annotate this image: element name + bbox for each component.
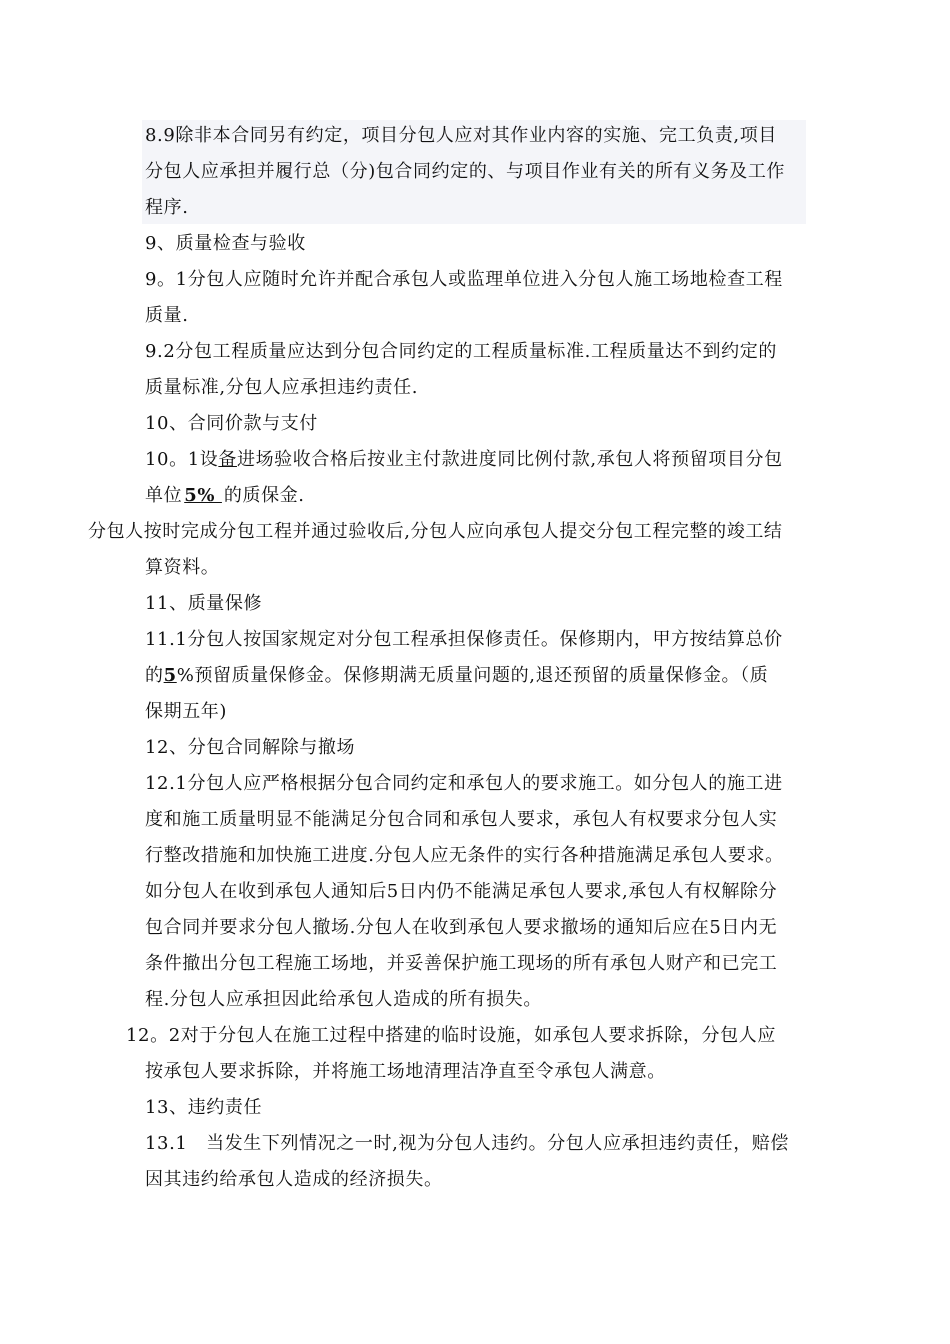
clause-11-1-text-b: %预留质量保修金。保修期满无质量问题的,退还预留的质量保修金。（质 bbox=[176, 665, 769, 686]
clause-12-2-line-2: 按承包人要求拆除，并将施工场地清理洁净直至令承包人满意。 bbox=[145, 1061, 666, 1082]
clause-11-1-text-a: 的 bbox=[145, 665, 164, 686]
heading-12: 12、分包合同解除与撤场 bbox=[145, 737, 356, 758]
clause-10-2-line-1: 分包人按时完成分包工程并通过验收后,分包人应向承包人提交分包工程完整的竣工结 bbox=[88, 521, 783, 542]
clause-12-1-line-4: 如分包人在收到承包人通知后5日内仍不能满足承包人要求,承包人有权解除分 bbox=[145, 881, 778, 902]
clause-11-1-line-3: 保期五年) bbox=[145, 701, 228, 722]
clause-8-9-line-1: 8.9除非本合同另有约定，项目分包人应对其作业内容的实施、完工负责,项目 bbox=[145, 125, 777, 146]
clause-10-1-text-b: 进场验收合格后按业主付款进度同比例付款,承包人将预留项目分包 bbox=[236, 449, 783, 470]
clause-11-1-line-1: 11.1分包人按国家规定对分包工程承担保修责任。保修期内，甲方按结算总价 bbox=[145, 629, 783, 650]
clause-10-1-line-1 bbox=[145, 442, 783, 478]
clause-9-2-line-1: 9.2分包工程质量应达到分包合同约定的工程质量标准.工程质量达不到约定的 bbox=[145, 341, 777, 362]
clause-8-9-line-2: 分包人应承担并履行总（分)包合同约定的、与项目作业有关的所有义务及工作 bbox=[145, 161, 786, 182]
clause-13-1-line-2: 因其违约给承包人造成的经济损失。 bbox=[145, 1169, 443, 1190]
clause-11-1-line-2 bbox=[145, 658, 768, 694]
clause-9-1-line-2: 质量. bbox=[145, 305, 189, 326]
heading-11: 11、质量保修 bbox=[145, 593, 263, 614]
clause-10-1-text-d: 的质保金. bbox=[223, 485, 305, 506]
clause-10-2-line-2: 算资料。 bbox=[145, 557, 220, 578]
clause-12-1-line-3: 行整改措施和加快施工进度.分包人应无条件的实行各种措施满足承包人要求。 bbox=[145, 845, 784, 866]
warranty-percent: 5 bbox=[163, 665, 177, 686]
clause-12-1-line-1: 12.1分包人应严格根据分包合同约定和承包人的要求施工。如分包人的施工进 bbox=[145, 773, 783, 794]
heading-13: 13、违约责任 bbox=[145, 1097, 263, 1118]
clause-8-9-line-3: 程序. bbox=[145, 197, 189, 218]
clause-13-1-line-1: 13.1 当发生下列情况之一时,视为分包人违约。分包人应承担违约责任，赔偿 bbox=[145, 1133, 789, 1154]
heading-10: 10、合同价款与支付 bbox=[145, 413, 318, 434]
clause-10-1-text-a: 10。1设 bbox=[145, 449, 219, 470]
retention-percent: 5% bbox=[184, 485, 222, 506]
clause-12-1-line-7: 程.分包人应承担因此给承包人造成的所有损失。 bbox=[145, 989, 542, 1010]
clause-12-2-line-1: 12。2对于分包人在施工过程中搭建的临时设施，如承包人要求拆除，分包人应 bbox=[126, 1025, 776, 1046]
clause-9-1-line-1: 9。1分包人应随时允许并配合承包人或监理单位进入分包人施工场地检查工程 bbox=[145, 269, 783, 290]
underlined-char: 备 bbox=[218, 449, 237, 470]
clause-9-2-line-2: 质量标准,分包人应承担违约责任. bbox=[145, 377, 419, 398]
clause-12-1-line-5: 包合同并要求分包人撤场.分包人在收到承包人要求撤场的通知后应在5日内无 bbox=[145, 917, 778, 938]
clause-10-1-text-c: 单位 bbox=[145, 485, 183, 506]
clause-12-1-line-2: 度和施工质量明显不能满足分包合同和承包人要求，承包人有权要求分包人实 bbox=[145, 809, 778, 830]
clause-12-1-line-6: 条件撤出分包工程施工场地，并妥善保护施工现场的所有承包人财产和已完工 bbox=[145, 953, 778, 974]
clause-10-1-line-2 bbox=[145, 478, 305, 514]
heading-9: 9、质量检查与验收 bbox=[145, 233, 306, 254]
